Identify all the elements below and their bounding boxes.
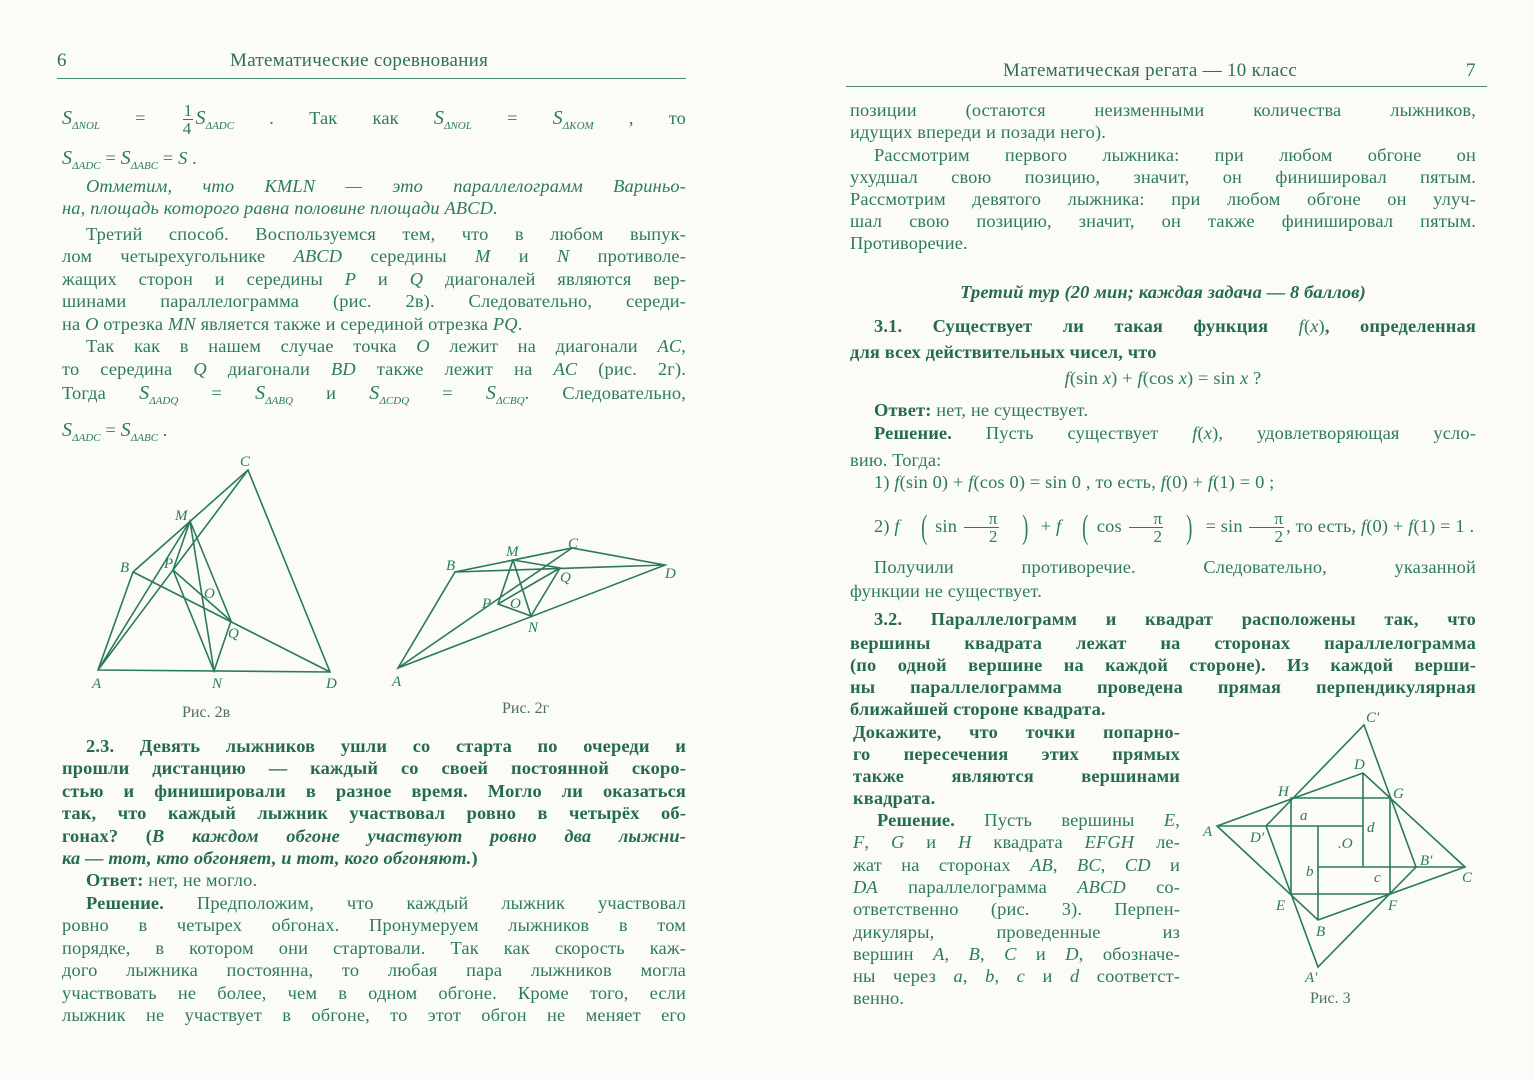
running-header: Математическая регата — 10 класс bbox=[1003, 60, 1298, 81]
symbol-subscript: ΔCDQ bbox=[379, 395, 410, 407]
symbol-base: S bbox=[62, 107, 73, 129]
label-q: Q bbox=[228, 626, 239, 642]
figure-caption: Рис. 2г bbox=[502, 700, 550, 717]
label-a: A bbox=[92, 676, 102, 692]
text-run: отрезка bbox=[98, 314, 168, 334]
right-page bbox=[767, 0, 1534, 1080]
bold-run: (по одной вершине на каждой стороне). Из каждой верши- bbox=[850, 655, 1476, 675]
italic-run: x bbox=[1310, 316, 1319, 336]
text-run: вию. Тогда: bbox=[850, 450, 942, 470]
text-run: cos bbox=[1096, 516, 1127, 536]
text-run: = bbox=[409, 383, 486, 403]
text-run: участвовать не более, чем в одном обгоне. Кроме того, если bbox=[62, 983, 686, 1003]
italic-run: MN bbox=[167, 314, 196, 334]
fraction-denominator: 2 bbox=[1274, 527, 1284, 547]
text-run: (cos 0) = sin 0 , то есть, bbox=[973, 472, 1161, 492]
label-n: N bbox=[212, 676, 223, 692]
page-number: 6 bbox=[57, 50, 67, 71]
text-run: Предположим, что каждый лыжник участвовал bbox=[164, 893, 686, 913]
label-c: C bbox=[568, 536, 579, 552]
text-run: квадрата bbox=[971, 832, 1085, 852]
text-run: является также и серединой отрезка bbox=[195, 314, 493, 334]
label-c: C bbox=[240, 454, 251, 470]
text-run: = bbox=[471, 108, 553, 128]
italic-run: E bbox=[1163, 810, 1176, 830]
text-run: и bbox=[356, 269, 410, 289]
italic-run: f bbox=[1137, 368, 1143, 388]
symbol-subscript: ΔKOM bbox=[562, 120, 594, 132]
text-run: , bbox=[1052, 855, 1077, 875]
text-run: ле- bbox=[1134, 832, 1180, 852]
symbol-subscript: ΔCBQ bbox=[496, 395, 525, 407]
bold-run: 2.3. Девять лыжников ушли со старта по очереди и bbox=[86, 736, 686, 756]
italic-run: f bbox=[1192, 423, 1198, 443]
label-d-prime: D′ bbox=[1250, 830, 1265, 846]
italic-run: f bbox=[894, 516, 900, 536]
label-d: D bbox=[665, 566, 676, 582]
label-e: E bbox=[1276, 898, 1286, 914]
text-run: . bbox=[517, 314, 523, 334]
symbol-base: S bbox=[552, 107, 563, 129]
bold-run: ) bbox=[471, 848, 478, 868]
label-d: D bbox=[326, 676, 337, 692]
italic-run: x bbox=[1102, 368, 1112, 388]
text-run: ны через bbox=[853, 966, 954, 986]
text-run: Пусть существует bbox=[952, 423, 1193, 443]
italic-run: f bbox=[1361, 516, 1367, 536]
italic-run: M bbox=[474, 246, 491, 266]
text-run: , обозначе- bbox=[1078, 944, 1180, 964]
text-run: лежит на диагонали bbox=[429, 336, 658, 356]
italic-run: f bbox=[1160, 472, 1166, 492]
text-run: ( bbox=[1197, 423, 1204, 443]
symbol-base: S bbox=[485, 382, 497, 404]
text-run: (1) = 1 . bbox=[1413, 516, 1475, 536]
label-a-prime: A′ bbox=[1305, 970, 1318, 986]
symbol-subscript: ΔNOL bbox=[72, 120, 101, 132]
text-run: , bbox=[864, 832, 891, 852]
italic-run: O bbox=[416, 336, 430, 356]
label-c-small: c bbox=[1374, 870, 1381, 886]
large-parenthesis: ) bbox=[1021, 508, 1029, 546]
text-run: (sin 0) + bbox=[899, 472, 969, 492]
paragraph-start-line bbox=[62, 734, 686, 758]
italic-run: BC bbox=[1076, 855, 1101, 875]
italic-run: O bbox=[85, 314, 99, 334]
bold-run: Докажите, что точки попарно- bbox=[853, 722, 1180, 742]
italic-run: b bbox=[985, 966, 995, 986]
text-run: противоле- bbox=[569, 246, 686, 266]
bold-run: 3.1. Существует ли такая функция bbox=[874, 316, 1299, 336]
text-run: , bbox=[1175, 810, 1180, 830]
text-run: также лежит на bbox=[355, 359, 554, 379]
italic-run: f bbox=[1064, 368, 1070, 388]
text-run: = sin bbox=[1200, 516, 1248, 536]
segment-pq bbox=[173, 570, 231, 621]
text-run: Противоречие. bbox=[850, 233, 968, 253]
label-g: G bbox=[1393, 786, 1404, 802]
italic-run: x bbox=[1203, 423, 1213, 443]
italic-run: C bbox=[1004, 944, 1017, 964]
text-run: вершин bbox=[853, 944, 934, 964]
italic-run: f bbox=[1207, 472, 1214, 492]
label-p: P bbox=[164, 556, 174, 572]
symbol-subscript: ΔABQ bbox=[265, 395, 294, 407]
italic-run: f bbox=[1056, 516, 1062, 536]
text-run: (0) + bbox=[1165, 472, 1208, 492]
italic-run: G bbox=[890, 832, 905, 852]
symbol-base: S bbox=[139, 382, 150, 404]
text-run: лом четырехугольнике bbox=[62, 246, 294, 266]
text-line bbox=[62, 824, 686, 848]
italic-run: AB bbox=[1030, 855, 1053, 875]
bold-run: 3.2. Параллелограмм и квадрат расположены так, что bbox=[874, 609, 1476, 629]
text-run: середины bbox=[342, 246, 475, 266]
label-o: .O bbox=[1338, 836, 1353, 852]
label-a: A bbox=[392, 674, 402, 690]
text-run: Тогда bbox=[62, 383, 140, 403]
segment-pq-2 bbox=[498, 568, 560, 604]
text-run: дикуляры, проведенные из bbox=[853, 922, 1180, 942]
bold-run: стью и финишировали в разное время. Могло ли оказаться bbox=[62, 781, 686, 801]
text-run: то середина bbox=[62, 359, 194, 379]
text-run: Так как в нашем случае точка bbox=[86, 336, 417, 356]
text-line bbox=[62, 779, 686, 803]
text-run: жащих сторон и середины bbox=[62, 269, 345, 289]
label-c: C bbox=[1462, 870, 1473, 886]
text-run: (0) + bbox=[1366, 516, 1409, 536]
page-number: 7 bbox=[1466, 60, 1476, 81]
text-run: = bbox=[178, 383, 256, 403]
italic-run: ABCD bbox=[293, 246, 343, 266]
text-run: , то есть, bbox=[1286, 516, 1361, 536]
label-b: B bbox=[1316, 924, 1326, 940]
bold-run: для всех действительных чисел, что bbox=[850, 342, 1157, 362]
text-run: (sin bbox=[1069, 368, 1103, 388]
label-f: F bbox=[1388, 898, 1398, 914]
label-a-small: a bbox=[1300, 808, 1308, 824]
symbol-base: S bbox=[433, 107, 444, 129]
text-run: , bbox=[962, 966, 986, 986]
figure-3 bbox=[767, 0, 1534, 1080]
bold-run: Решение. bbox=[877, 810, 955, 830]
bold-italic-run: Третий тур (20 мин; каждая задача — 8 баллов) bbox=[960, 282, 1366, 302]
text-run: дого лыжника постоянна, то любая пара лыжников могла bbox=[62, 960, 686, 980]
quadrilateral-abcd bbox=[98, 470, 330, 672]
text-run: параллелограмма bbox=[877, 877, 1078, 897]
italic-run: f bbox=[1408, 516, 1414, 536]
text-run: позиции (остаются неизменными количества лыжников, bbox=[850, 100, 1476, 120]
fraction-denominator: 2 bbox=[988, 527, 998, 547]
text-run: лыжник не участвует в обгоне, то этот обгон не меняет его bbox=[62, 1005, 686, 1025]
bold-run: Решение. bbox=[874, 423, 952, 443]
text-run: ухудшал свою позицию, значит, он финишировал пятым. bbox=[850, 167, 1476, 187]
symbol-base: S bbox=[255, 382, 266, 404]
text-run: Пусть вершины bbox=[955, 810, 1164, 830]
bold-run: так, что каждый лыжник участвовал ровно в четырёх об- bbox=[62, 803, 686, 823]
text-line bbox=[62, 756, 686, 780]
text-run: нет, не могло. bbox=[143, 870, 258, 890]
italic-run: Q bbox=[409, 269, 424, 289]
bold-run: гонах? ( bbox=[62, 826, 153, 846]
bold-run: ны параллелограмма проведена прямая перпендикулярная bbox=[850, 677, 1476, 697]
label-q: Q bbox=[560, 570, 571, 586]
symbol-base: S bbox=[120, 147, 131, 169]
label-d: D bbox=[1354, 757, 1365, 773]
symbol-base: S bbox=[120, 419, 131, 441]
text-run: идущих впереди и позади него). bbox=[850, 122, 1106, 142]
text-run: функции не существует. bbox=[850, 581, 1042, 601]
italic-run: ABCD bbox=[1077, 877, 1126, 897]
text-line bbox=[62, 995, 686, 1035]
fraction-numerator: 1 bbox=[183, 101, 193, 121]
text-run: со- bbox=[1125, 877, 1181, 897]
label-o: O bbox=[510, 596, 521, 612]
text-run: шал свою позицию, значит, он также финишировал пятым. bbox=[850, 211, 1476, 231]
label-h: H bbox=[1278, 784, 1289, 800]
italic-run: d bbox=[1069, 966, 1080, 986]
bold-run: , определенная bbox=[1324, 316, 1476, 336]
label-b-prime: B′ bbox=[1420, 853, 1433, 869]
figure-2v bbox=[0, 0, 767, 730]
symbol-base: S bbox=[62, 419, 73, 441]
label-c-prime: C′ bbox=[1366, 710, 1380, 726]
text-run: , bbox=[681, 336, 687, 356]
italic-run: F bbox=[853, 832, 865, 852]
italic-run: AC bbox=[553, 359, 578, 379]
text-run: (рис. 2г). bbox=[577, 359, 686, 379]
symbol-base: S bbox=[195, 107, 206, 129]
text-run: = bbox=[100, 420, 121, 440]
text-run: 1) bbox=[874, 472, 895, 492]
bold-italic-run: ка — тот, кто обгоняет, и тот, кого обгоняют. bbox=[62, 848, 472, 868]
bold-run: го пересечения этих прямых bbox=[853, 744, 1180, 764]
text-run: ровно в четырех обгонах. Пронумеруем лыжников в том bbox=[62, 915, 686, 935]
text-run: Рассмотрим девятого лыжника: при любом обгоне он улуч- bbox=[850, 189, 1476, 209]
text-run: , то bbox=[593, 108, 686, 128]
label-n: N bbox=[528, 620, 539, 636]
figure-caption: Рис. 3 bbox=[1310, 990, 1351, 1007]
label-d-small: d bbox=[1367, 820, 1375, 836]
label-b: B bbox=[120, 560, 130, 576]
text-run: венно. bbox=[853, 988, 905, 1008]
label-m: M bbox=[506, 544, 519, 560]
bold-run: вершины квадрата лежат на сторонах параллелограмма bbox=[850, 633, 1476, 653]
symbol-subscript: ΔADC bbox=[72, 160, 101, 172]
label-o: O bbox=[204, 586, 215, 602]
text-run: ? bbox=[1248, 368, 1262, 388]
text-run: и bbox=[1016, 944, 1066, 964]
text-run: sin bbox=[935, 516, 962, 536]
bold-run: Решение. bbox=[86, 893, 164, 913]
italic-run: x bbox=[1178, 368, 1188, 388]
text-run: 2) bbox=[874, 516, 895, 536]
bold-run: квадрата. bbox=[853, 788, 936, 808]
fraction-numerator: π bbox=[964, 510, 999, 528]
fraction-denominator: 2 bbox=[1153, 527, 1163, 547]
italic-run: AC bbox=[657, 336, 682, 356]
text-run: шинами параллелограмма (рис. 2в). Следовательно, середи- bbox=[62, 291, 686, 311]
text-run: , bbox=[979, 944, 1005, 964]
text-run: нет, не существует. bbox=[931, 400, 1089, 420]
italic-run: H bbox=[958, 832, 972, 852]
text-run: и bbox=[1025, 966, 1070, 986]
italic-run: EFGH bbox=[1084, 832, 1135, 852]
text-run: , bbox=[994, 966, 1017, 986]
symbol-subscript: ΔADC bbox=[205, 120, 235, 132]
text-run: , bbox=[944, 944, 969, 964]
italic-run: DA bbox=[853, 877, 878, 897]
italic-run: B bbox=[968, 944, 980, 964]
large-parenthesis: ( bbox=[920, 508, 928, 546]
symbol-base: S bbox=[369, 382, 380, 404]
label-p: P bbox=[482, 596, 492, 612]
text-run: = bbox=[158, 148, 179, 168]
large-parenthesis: ) bbox=[1186, 508, 1193, 546]
symbol-subscript: ΔNOL bbox=[444, 120, 472, 132]
text-run: (1) = 0 ; bbox=[1213, 472, 1275, 492]
bold-run: ближайшей стороне квадрата. bbox=[850, 699, 1106, 719]
text-run: ) = sin bbox=[1187, 368, 1240, 388]
text-run: = bbox=[100, 148, 121, 168]
italic-run: PQ bbox=[492, 314, 518, 334]
text-run: Третий способ. Воспользуемся тем, что в любом выпук- bbox=[86, 224, 686, 244]
running-header: Математические соревнования bbox=[230, 50, 489, 71]
italic-run: A bbox=[933, 944, 945, 964]
italic-run: P bbox=[344, 269, 357, 289]
symbol-subscript: ΔABC bbox=[130, 432, 159, 444]
symbol-subscript: ΔABC bbox=[130, 160, 159, 172]
text-run: на bbox=[62, 314, 86, 334]
italic-run: Q bbox=[193, 359, 207, 379]
symbol-base: S bbox=[62, 147, 73, 169]
fraction-numerator: π bbox=[1129, 510, 1164, 528]
text-run: и bbox=[490, 246, 557, 266]
text-run: . bbox=[158, 420, 168, 440]
text-run: ( bbox=[1303, 316, 1311, 336]
bold-run: Ответ: bbox=[874, 400, 932, 420]
text-run: = bbox=[100, 108, 181, 128]
text-run: Получили противоречие. Следовательно, указанной bbox=[874, 557, 1476, 577]
text-run: Рассмотрим первого лыжника: при любом обгоне он bbox=[874, 145, 1476, 165]
italic-run: CD bbox=[1124, 855, 1151, 875]
italic-run: x bbox=[1239, 368, 1249, 388]
segment-am bbox=[98, 521, 190, 670]
figure-caption: Рис. 2в bbox=[182, 704, 231, 721]
text-run: . Так как bbox=[234, 108, 434, 128]
italic-run: f bbox=[1298, 316, 1304, 336]
large-parenthesis: ( bbox=[1082, 508, 1089, 546]
text-run: ) bbox=[1318, 316, 1325, 336]
symbol-subscript: ΔADQ bbox=[149, 395, 179, 407]
italic-run: f bbox=[894, 472, 900, 492]
bold-run: прошли дистанцию — каждый со своей постоянной скоро- bbox=[62, 758, 686, 778]
italic-run: S bbox=[178, 148, 188, 168]
text-run: порядке, в котором они стартовали. Так как скорость каж- bbox=[62, 938, 686, 958]
text-run: , bbox=[1100, 855, 1125, 875]
label-b: B bbox=[446, 558, 456, 574]
text-run: . bbox=[187, 148, 197, 168]
italic-run: на, площадь которого равна половине площади ABCD. bbox=[62, 198, 498, 218]
label-m: M bbox=[175, 508, 188, 524]
text-run: . Следовательно, bbox=[524, 383, 686, 403]
text-run: и bbox=[293, 383, 370, 403]
bold-run: Ответ: bbox=[86, 870, 144, 890]
text-run: диагонали bbox=[206, 359, 331, 379]
italic-run: f bbox=[968, 472, 974, 492]
text-line bbox=[62, 801, 686, 825]
text-run: жат на сторонах bbox=[853, 855, 1031, 875]
italic-run: D bbox=[1065, 944, 1079, 964]
text-run: диагоналей являются вер- bbox=[423, 269, 686, 289]
italic-run: BD bbox=[330, 359, 356, 379]
bold-run: также являются вершинами bbox=[853, 766, 1180, 786]
italic-run: Отметим, что KMLN — это параллелограмм Вариньо- bbox=[86, 176, 686, 196]
italic-run: N bbox=[556, 246, 570, 266]
text-run: ), удовлетворяющая усло- bbox=[1212, 423, 1476, 443]
label-a: A bbox=[1203, 824, 1213, 840]
fraction-denominator: 4 bbox=[182, 119, 192, 139]
text-run: (cos bbox=[1142, 368, 1179, 388]
italic-run: c bbox=[1016, 966, 1025, 986]
text-run: и bbox=[904, 832, 959, 852]
text-run: и bbox=[1150, 855, 1181, 875]
text-run: соответст- bbox=[1079, 966, 1180, 986]
text-run: + bbox=[1036, 516, 1057, 536]
text-run: ) + bbox=[1111, 368, 1138, 388]
italic-run: a bbox=[953, 966, 963, 986]
text-run: ответственно (рис. 3). Перпен- bbox=[853, 899, 1180, 919]
fraction-numerator: π bbox=[1249, 510, 1284, 528]
bold-italic-run: В каждом обгоне участвуют ровно два лыжни- bbox=[152, 826, 686, 846]
symbol-subscript: ΔADC bbox=[72, 432, 101, 444]
label-b-small: b bbox=[1306, 864, 1314, 880]
